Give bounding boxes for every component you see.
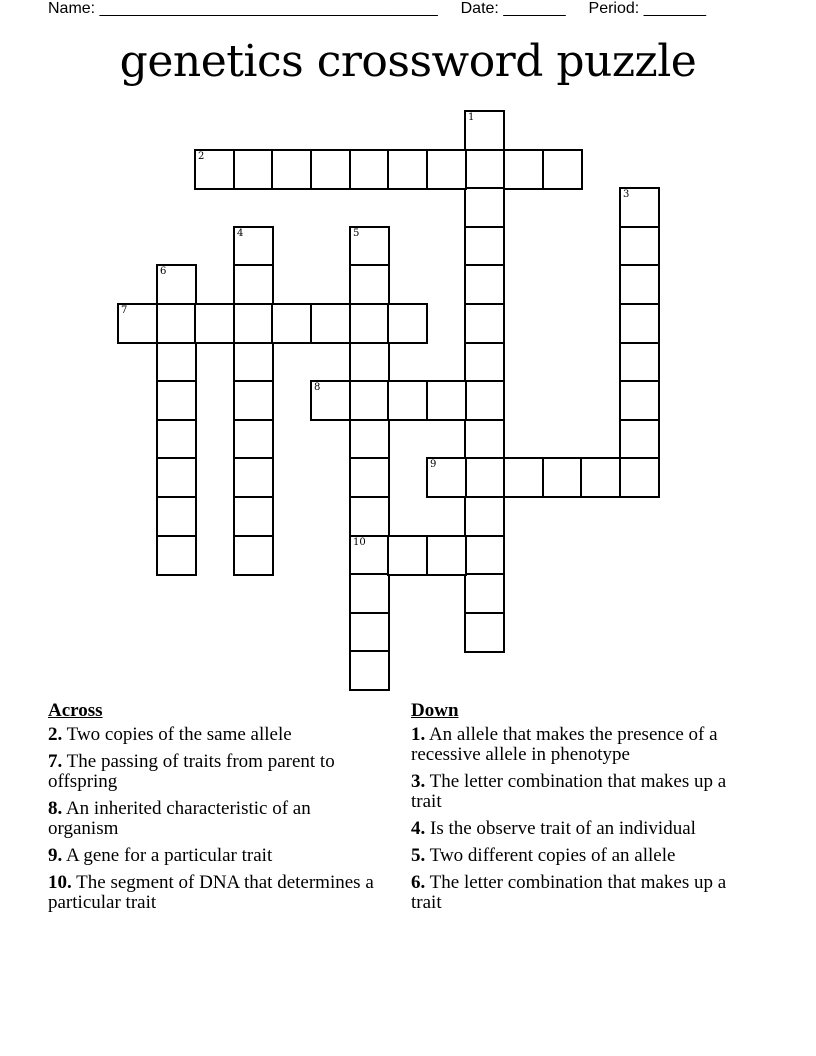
crossword-cell[interactable] [349,496,390,537]
crossword-cell[interactable] [233,419,274,460]
crossword-cell[interactable] [233,496,274,537]
crossword-cell[interactable] [310,380,351,421]
crossword-cell[interactable] [349,264,390,305]
clue-down-4: 4. Is the observe trait of an individual [411,818,696,839]
crossword-cell[interactable] [464,612,505,653]
clue-number: 2 [198,151,205,162]
clue-across-7: 7. The passing of traits from parent to offspring [48,751,335,792]
crossword-cell[interactable] [503,149,544,190]
clue-number: 8 [314,382,321,393]
crossword-cell[interactable] [349,380,390,421]
crossword-cell[interactable] [619,419,660,460]
crossword-cell[interactable] [349,457,390,498]
crossword-cell[interactable] [464,496,505,537]
clue-number: 10 [353,537,366,548]
date-label: Date: [460,0,499,17]
crossword-cell[interactable] [233,264,274,305]
crossword-cell[interactable] [619,187,660,228]
crossword-cell[interactable] [426,457,467,498]
crossword-cell[interactable] [233,226,274,267]
name-field[interactable]: ______________________________________ [99,0,438,17]
crossword-cell[interactable] [426,380,467,421]
name-label: Name: [48,0,96,17]
crossword-cell[interactable] [387,149,428,190]
crossword-cell[interactable] [387,303,428,344]
clue-number: 1 [468,112,475,123]
crossword-cell[interactable] [156,264,197,305]
clue-across-8: 8. An inherited characteristic of an organism [48,798,311,839]
crossword-cell[interactable] [387,380,428,421]
crossword-cell[interactable] [464,457,505,498]
clue-number: 4 [237,228,244,239]
clue-across-10: 10. The segment of DNA that determines a particular trait [48,872,374,913]
across-heading: Across [48,700,103,721]
crossword-cell[interactable] [156,457,197,498]
crossword-cell[interactable] [464,264,505,305]
down-clues [411,701,751,920]
crossword-cell[interactable] [426,535,467,576]
clue-number: 5 [353,228,360,239]
clue-down-1: 1. An allele that makes the presence of a recessive allele in phenotype [411,724,718,765]
crossword-cell[interactable] [387,535,428,576]
crossword-cell[interactable] [619,264,660,305]
crossword-cell[interactable] [542,457,583,498]
crossword-cell[interactable] [464,380,505,421]
crossword-cell[interactable] [349,612,390,653]
crossword-cell[interactable] [464,419,505,460]
crossword-cell[interactable] [156,496,197,537]
crossword-cell[interactable] [271,149,312,190]
clue-across-2: 2. Two copies of the same allele [48,724,292,745]
crossword-cell[interactable] [542,149,583,190]
clue-across-9: 9. A gene for a particular trait [48,845,273,866]
crossword-cell[interactable] [233,149,274,190]
down-heading: Down [411,700,459,721]
crossword-cell[interactable] [271,303,312,344]
clue-down-3: 3. The letter combination that makes up a trait [411,771,727,812]
crossword-cell[interactable] [464,149,505,190]
clue-down-5: 5. Two different copies of an allele [411,845,676,866]
crossword-cell[interactable] [233,342,274,383]
crossword-cell[interactable] [619,303,660,344]
crossword-cell[interactable] [464,303,505,344]
crossword-cell[interactable] [503,457,544,498]
crossword-cell[interactable] [464,187,505,228]
clue-number: 3 [623,189,630,200]
crossword-cell[interactable] [464,573,505,614]
crossword-cell[interactable] [349,650,390,691]
clue-number: 7 [121,305,128,316]
crossword-cell[interactable] [619,380,660,421]
crossword-cell[interactable] [156,303,197,344]
date-field[interactable]: _______ [503,0,566,17]
crossword-cell[interactable] [349,419,390,460]
clue-number: 6 [160,266,167,277]
crossword-cell[interactable] [464,342,505,383]
crossword-cell[interactable] [233,535,274,576]
crossword-cell[interactable] [464,535,505,576]
crossword-cell[interactable] [464,110,505,151]
clue-number: 9 [430,459,437,470]
crossword-cell[interactable] [619,226,660,267]
clue-down-6: 6. The letter combination that makes up a trait [411,872,727,913]
page-title: genetics crossword puzzle [119,36,697,87]
crossword-cell[interactable] [156,342,197,383]
period-field[interactable]: _______ [643,0,706,17]
crossword-cell[interactable] [310,149,351,190]
crossword-cell[interactable] [233,457,274,498]
crossword-cell[interactable] [233,303,274,344]
crossword-cell[interactable] [117,303,158,344]
across-clues [48,701,378,920]
period-label: Period: [588,0,640,17]
crossword-cell[interactable] [194,149,235,190]
crossword-cell[interactable] [156,535,197,576]
crossword-cell[interactable] [580,457,621,498]
crossword-cell[interactable] [349,226,390,267]
crossword-cell[interactable] [349,342,390,383]
crossword-cell[interactable] [426,149,467,190]
crossword-cell[interactable] [349,573,390,614]
crossword-cell[interactable] [156,380,197,421]
crossword-cell[interactable] [349,303,390,344]
crossword-cell[interactable] [619,342,660,383]
crossword-cell[interactable] [156,419,197,460]
crossword-cell[interactable] [619,457,660,498]
crossword-cell[interactable] [310,303,351,344]
crossword-cell[interactable] [349,149,390,190]
crossword-cell[interactable] [349,535,390,576]
crossword-cell[interactable] [233,380,274,421]
crossword-cell[interactable] [464,226,505,267]
crossword-cell[interactable] [194,303,235,344]
